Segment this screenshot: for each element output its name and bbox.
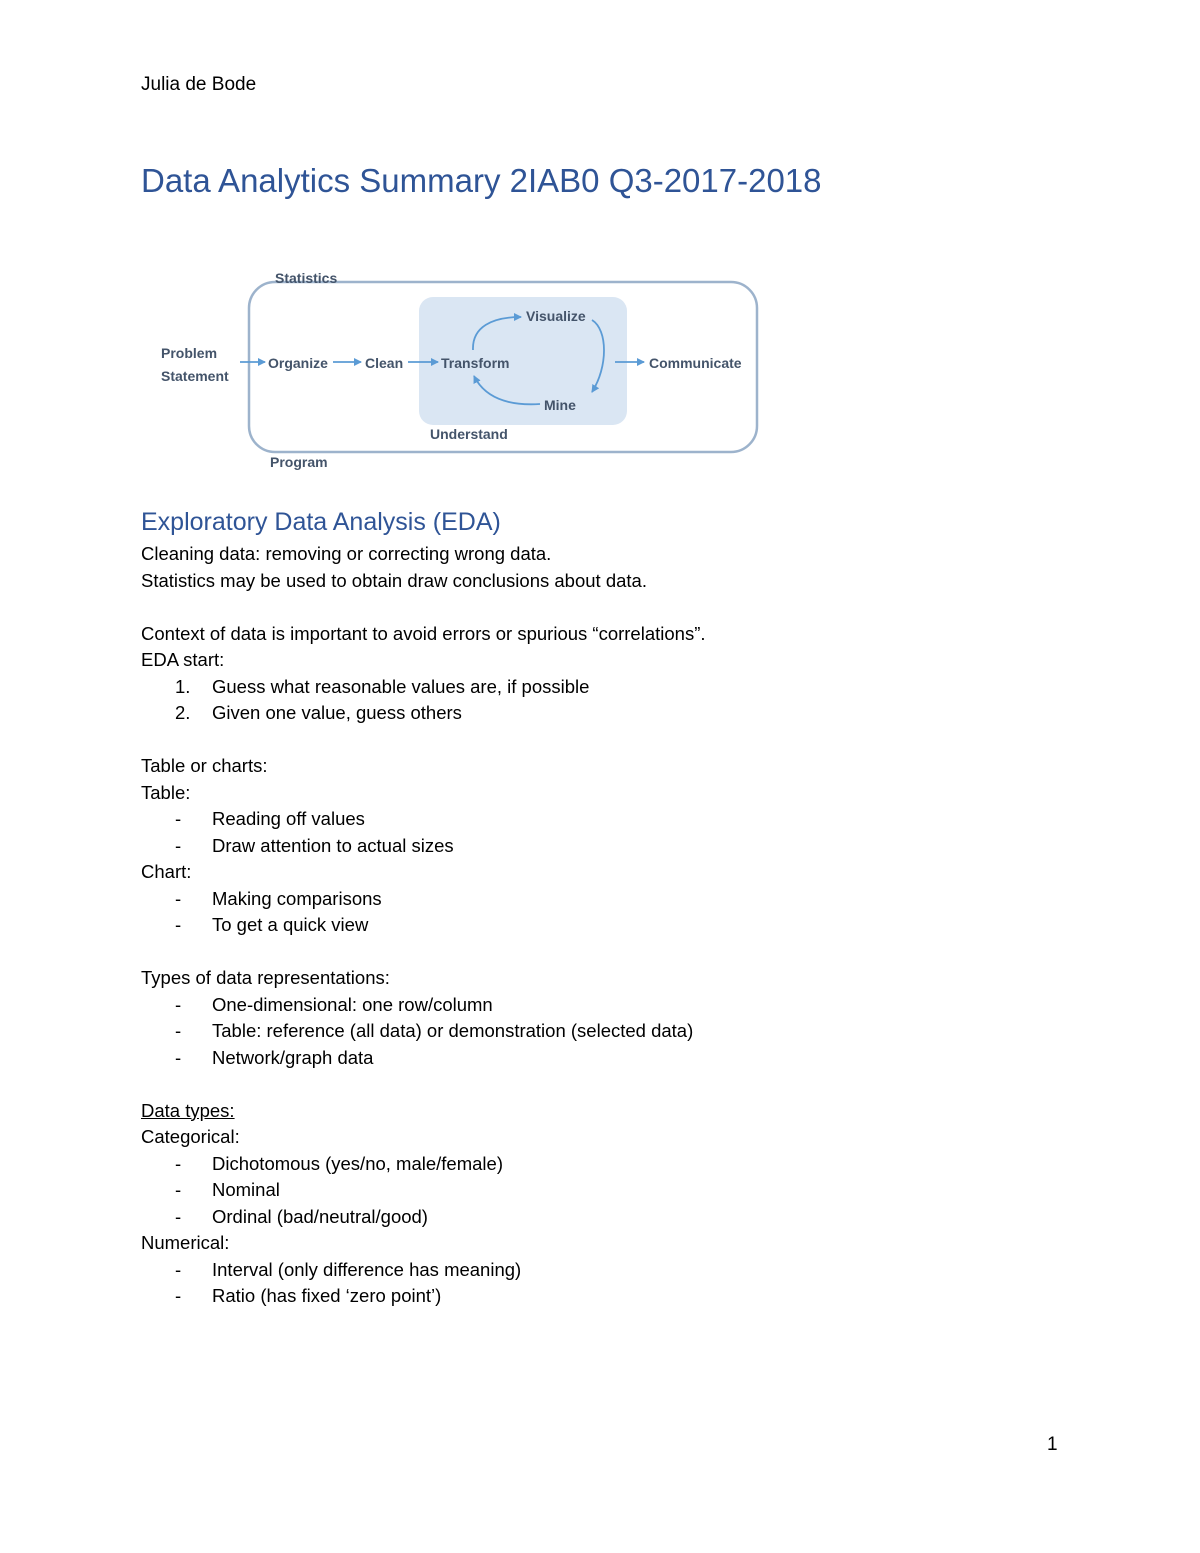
list-item: - Draw attention to actual sizes	[175, 834, 454, 856]
list-item: - One-dimensional: one row/column	[175, 993, 493, 1015]
list-item: - To get a quick view	[175, 914, 369, 935]
list-item: - Making comparisons	[175, 887, 382, 909]
list-item: - Reading off values	[175, 808, 365, 829]
label-clean: Clean	[365, 355, 404, 371]
text-context: Context of data is important to avoid errors or spurious “correlations”.	[141, 622, 706, 644]
label-communicate: Communicate	[649, 355, 742, 371]
page-number: 1	[1047, 1434, 1058, 1455]
page-title: Data Analytics Summary 2IAB0 Q3-2017-2018	[141, 162, 822, 199]
label-mine: Mine	[544, 397, 576, 413]
label-chart: Chart:	[141, 861, 192, 882]
list-item: 1. Guess what reasonable values are, if possible	[175, 675, 590, 697]
list-item: - Nominal	[175, 1179, 280, 1200]
label-problem-2: Statement	[161, 368, 229, 384]
list-item: - Dichotomous (yes/no, male/female)	[175, 1152, 503, 1174]
list-item: 2. Given one value, guess others	[175, 702, 462, 723]
label-eda-start: EDA start:	[141, 649, 225, 670]
text-statistics: Statistics may be used to obtain draw conclusions about data.	[141, 569, 647, 591]
label-visualize: Visualize	[526, 308, 586, 324]
label-numerical: Numerical:	[141, 1232, 230, 1253]
label-program: Program	[270, 454, 328, 470]
label-representations: Types of data representations:	[141, 967, 390, 988]
list-item: - Network/graph data	[175, 1046, 374, 1068]
label-problem-1: Problem	[161, 345, 218, 361]
label-table: Table:	[141, 781, 191, 803]
label-organize: Organize	[268, 355, 328, 371]
label-categorical: Categorical:	[141, 1126, 240, 1147]
text-cleaning: Cleaning data: removing or correcting wrong data.	[141, 543, 552, 564]
list-item: - Interval (only difference has meaning)	[175, 1258, 522, 1280]
list-item: - Table: reference (all data) or demonstration (selected data)	[175, 1020, 694, 1041]
list-item: - Ratio (has fixed ‘zero point’)	[175, 1285, 442, 1306]
list-item: - Ordinal (bad/neutral/good)	[175, 1205, 428, 1227]
label-data-types: Data types:	[141, 1099, 235, 1121]
label-understand: Understand	[430, 426, 508, 442]
header-author: Julia de Bode	[141, 74, 257, 95]
section-heading-eda: Exploratory Data Analysis (EDA)	[141, 508, 501, 536]
main-content	[141, 505, 1101, 1310]
label-statistics: Statistics	[275, 270, 338, 286]
data-science-process-diagram	[150, 262, 770, 477]
label-transform: Transform	[441, 355, 510, 371]
text-table-or-charts: Table or charts:	[141, 755, 268, 776]
